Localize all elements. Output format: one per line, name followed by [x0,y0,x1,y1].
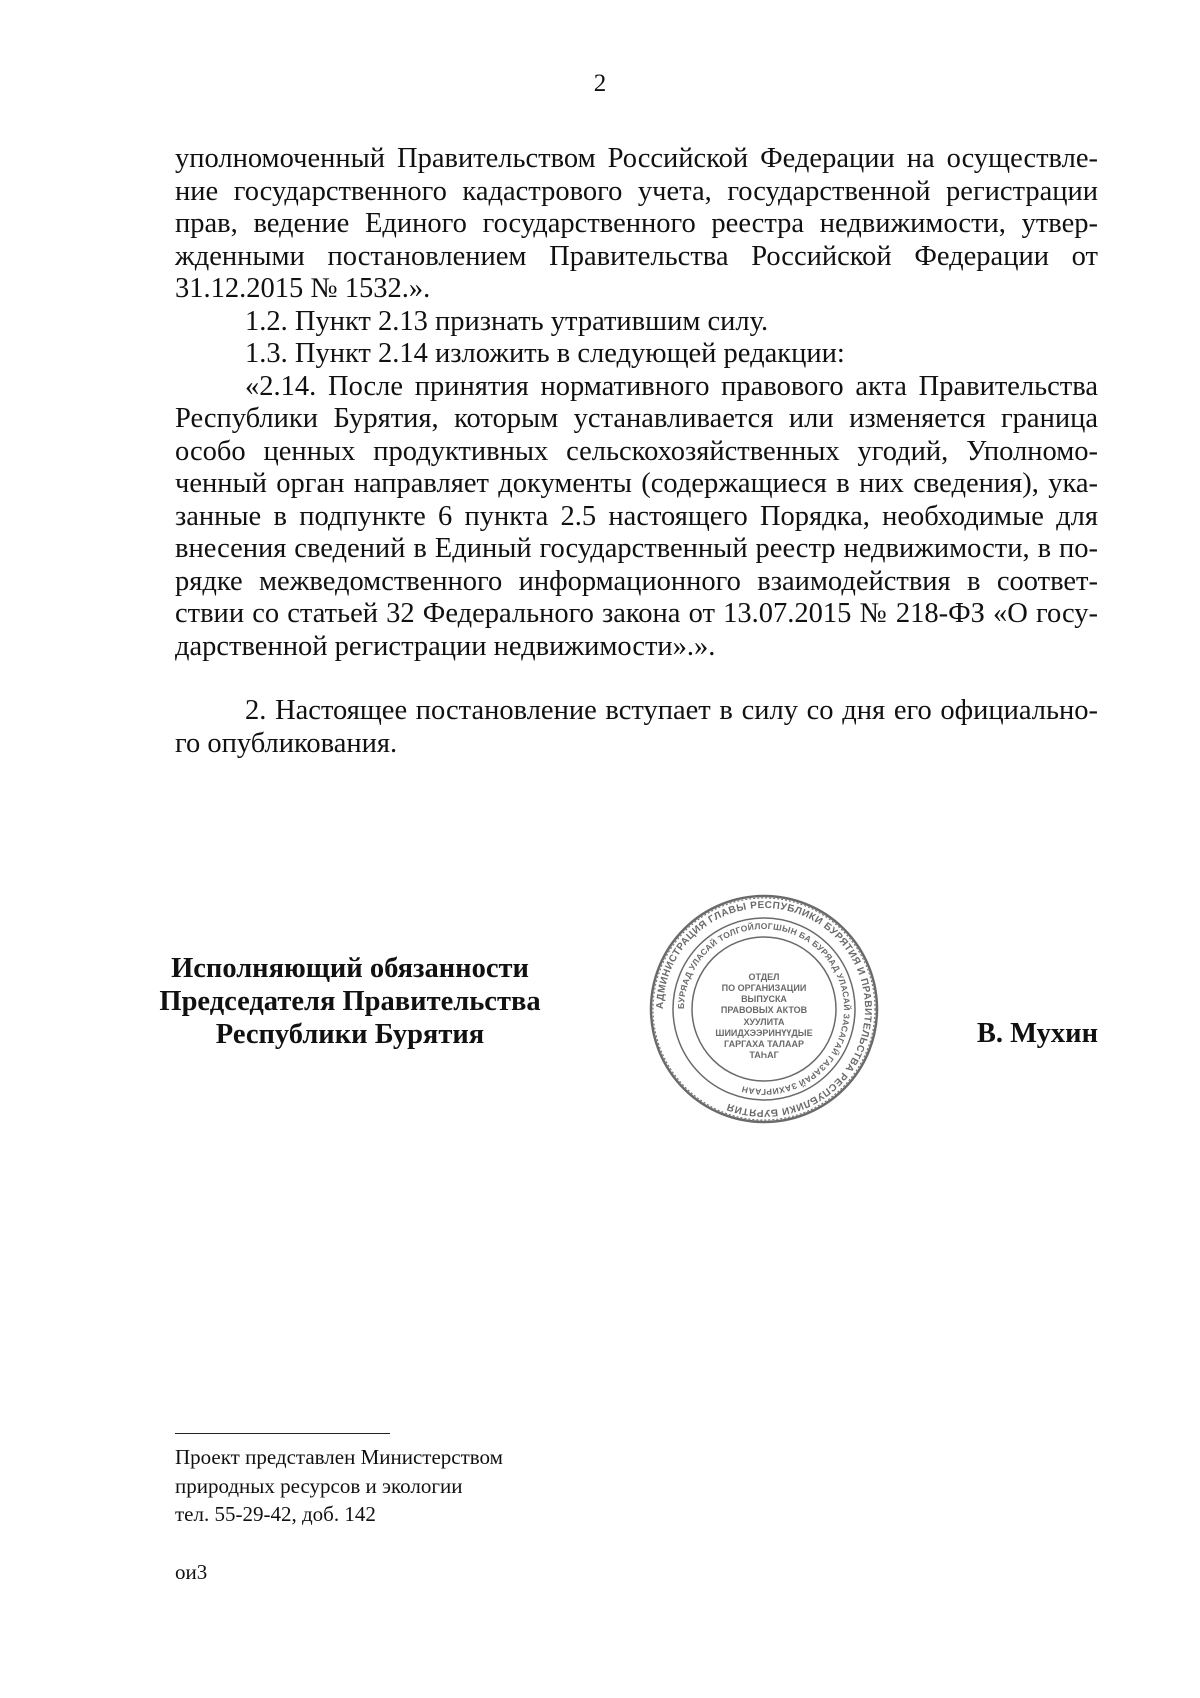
text-line: 2. Настоящее постановление вступает в силу со дня его официально- [245,695,1098,726]
footnote-line: Проект представлен Министерством [175,1445,503,1469]
svg-text:ОТДЕЛ: ОТДЕЛ [748,972,780,982]
svg-text:ВЫПУСКА: ВЫПУСКА [741,994,787,1004]
svg-text:ПРАВОВЫХ АКТОВ: ПРАВОВЫХ АКТОВ [720,1005,808,1015]
svg-text:ПО ОРГАНИЗАЦИИ: ПО ОРГАНИЗАЦИИ [721,983,807,993]
signer-title-line: Исполняющий обязанности [171,953,529,984]
document-code: ои3 [175,1560,208,1584]
stamp-graphic [648,893,880,1125]
text-line: ствии со статьей 32 Федерального закона от 13.07.2015 № 218-ФЗ «О госу- [175,598,1098,629]
text-line: внесения сведений в Единый государственный реестр недвижимости, в по- [175,533,1098,564]
footnote-line: природных ресурсов и экологии [175,1473,463,1498]
text-line: дарственной регистрации недвижимости».». [175,630,716,662]
stamp-center-text [715,972,812,1060]
footnote-divider [175,1433,390,1434]
signer-title [140,952,560,1051]
signer-name: В. Мухин [976,1018,1098,1049]
svg-text:ХУУЛИТА: ХУУЛИТА [743,1017,785,1027]
svg-text:ШИИДХЭЭРИНҮҮДЫЕ: ШИИДХЭЭРИНҮҮДЫЕ [715,1028,813,1038]
document-body [175,143,1098,760]
text-line: уполномоченный Правительством Российской Федерации на осуществле- [175,143,1098,174]
item-1-2: 1.2. Пункт 2.13 признать утратившим силу. [245,305,769,337]
svg-text:ГАРГАХА ТАЛААР: ГАРГАХА ТАЛААР [724,1039,804,1049]
stamp-outer-ring-text: АДМИНИСТРАЦИЯ ГЛАВЫ РЕСПУБЛИКИ БУРЯТИЯ И ПРАВИТЕЛЬСТВА РЕСПУБЛИКИ БУРЯТИЯ [654,899,874,1119]
text-line: прав, ведение Единого государственного реестра недвижимости, утвер- [175,208,1098,239]
text-line: 31.12.2015 № 1532.». [175,273,431,304]
signer-title-line: Республики Бурятия [215,1019,485,1050]
stamp-inner-ring-text: БУРЯАД УЛАСАЙ ТОЛГОЙЛОГШЫН БА БУРЯАД УЛАСАЙ ЗАСАГАЙ ГАЗАРАЙ ЗАХИРГААН [675,920,853,1098]
text-line: Республики Бурятия, которым устанавливается или изменяется граница [175,403,1098,434]
text-line: го опубликования. [175,727,398,759]
text-line: ченный орган направляет документы (содержащиеся в них сведения), ука- [175,468,1098,499]
text-line: занные в подпункте 6 пункта 2.5 настоящего Порядка, необходимые для [175,500,1098,532]
item-1-3: 1.3. Пункт 2.14 изложить в следующей редакции: [245,338,845,369]
text-line: рядке межведомственного информационного взаимодействия в соответ- [175,565,1098,597]
text-line: особо ценных продуктивных сельскохозяйственных угодий, Уполномо- [175,435,1098,467]
signer-title-line: Председателя Правительства [159,986,541,1017]
text-line: «2.14. После принятия нормативного правового акта Правительства [245,370,1098,402]
svg-text:ТАҺАГ: ТАҺАГ [749,1050,779,1060]
footnote-line: тел. 55-29-42, доб. 142 [175,1502,376,1526]
text-line: ние государственного кадастрового учета, государственной регистрации [175,175,1098,207]
text-line: жденными постановлением Правительства Российской Федерации от [175,240,1098,272]
footnote [175,1443,503,1529]
page-number: 2 [593,70,607,97]
official-stamp [648,893,880,1125]
